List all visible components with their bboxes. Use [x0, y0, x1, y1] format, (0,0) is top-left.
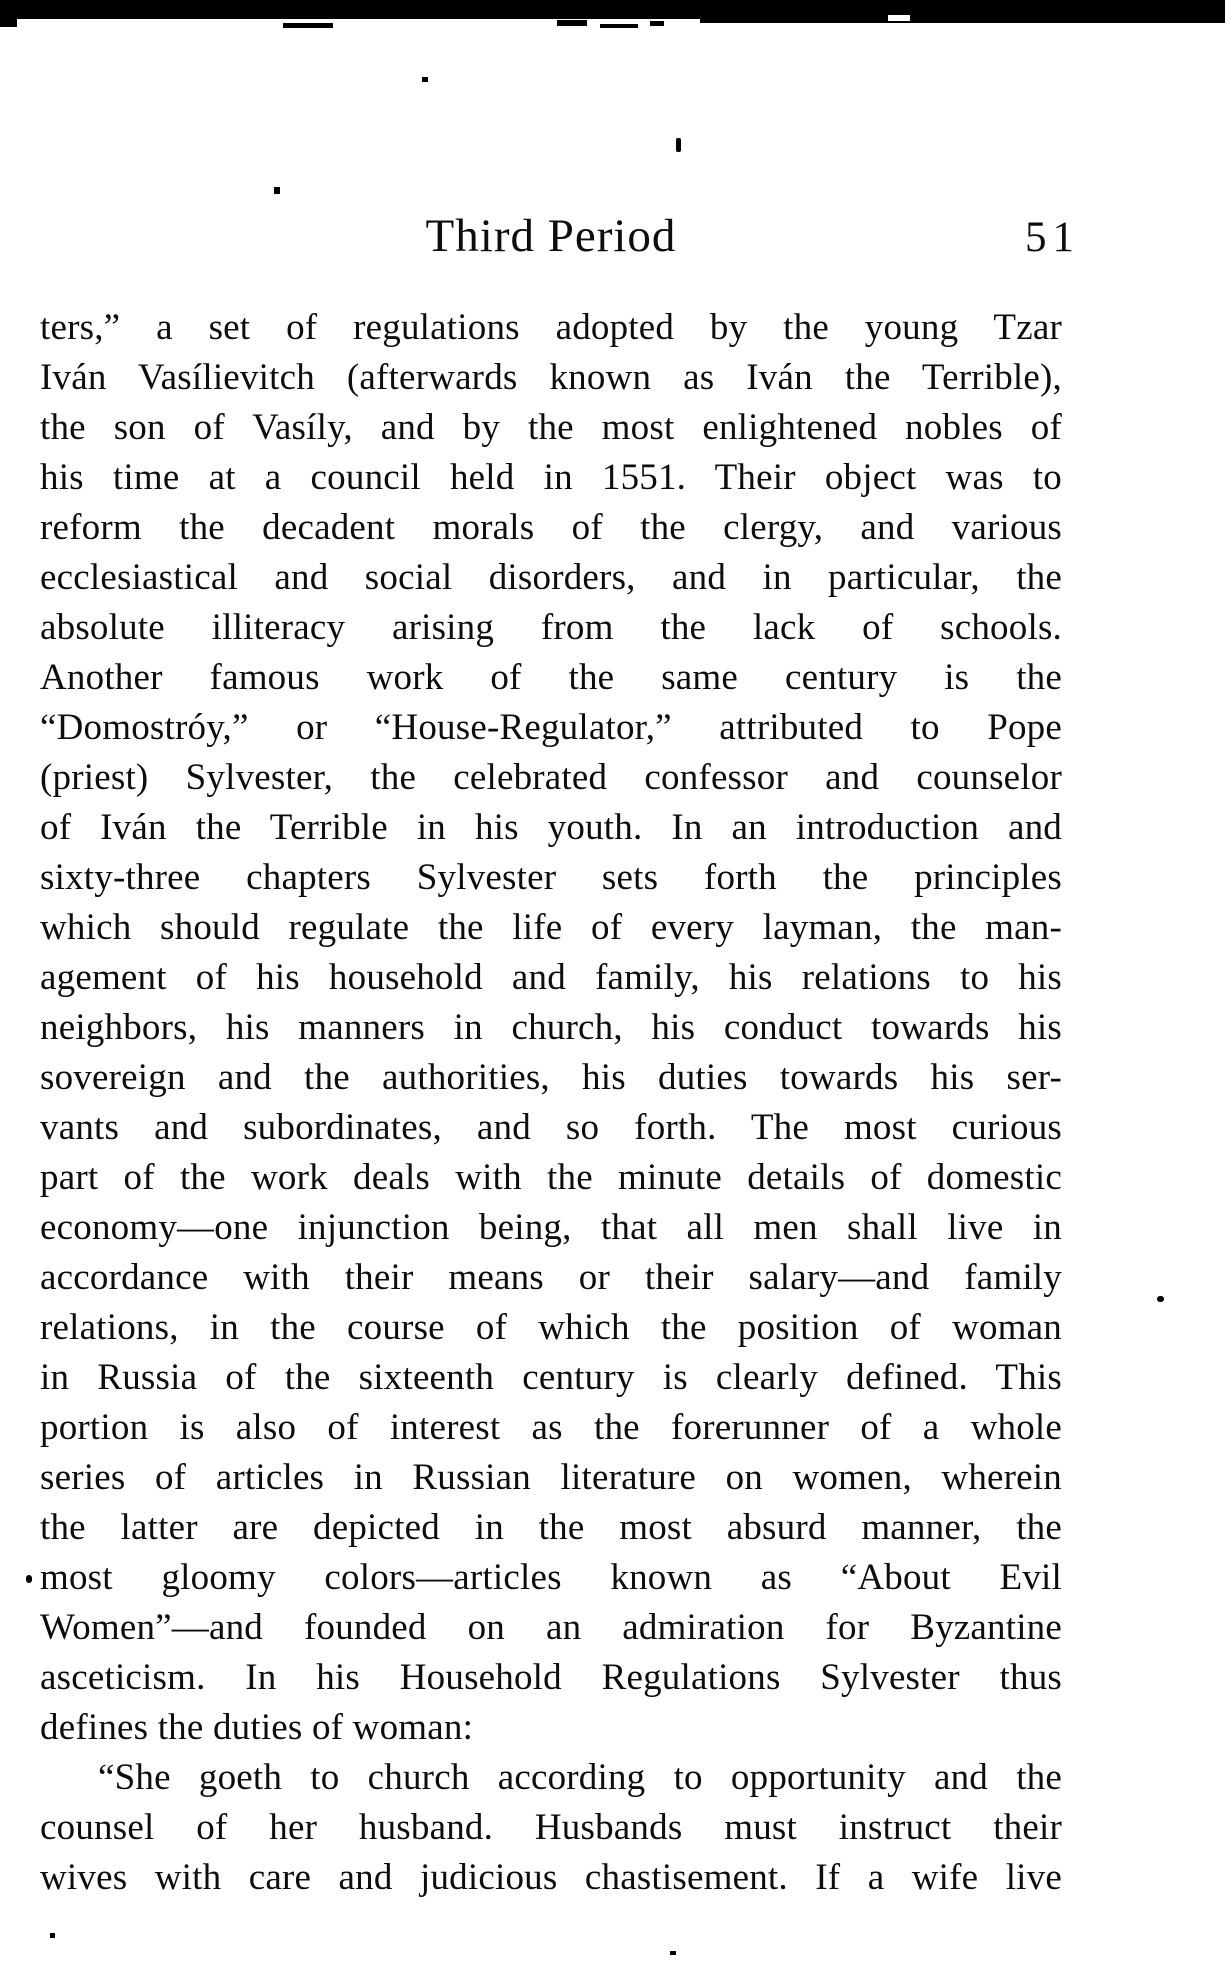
text-line: Another famous work of the same century is the [40, 657, 1062, 698]
text-line: counsel of her husband. Husbands must instruct their [40, 1807, 1062, 1848]
page-body-text [40, 303, 1062, 1903]
text-line: economy—one injunction being, that all men shall live in [40, 1207, 1062, 1248]
text-line: ecclesiastical and social disorders, and in particular, the [40, 557, 1062, 598]
text-line: his time at a council held in 1551. Their object was to [40, 457, 1062, 498]
text-line: series of articles in Russian literature on women, wherein [40, 1457, 1062, 1498]
text-line: sovereign and the authorities, his duties towards his ser- [40, 1057, 1062, 1098]
text-line: ters,” a set of regulations adopted by the young Tzar [40, 307, 1062, 348]
text-line: asceticism. In his Household Regulations Sylvester thus [40, 1657, 1062, 1698]
text-line: agement of his household and family, his relations to his [40, 957, 1062, 998]
text-line: accordance with their means or their salary—and family [40, 1257, 1062, 1298]
text-line: absolute illiteracy arising from the lack of schools. [40, 607, 1062, 648]
text-line: reform the decadent morals of the clergy, and various [40, 507, 1062, 548]
running-head [40, 208, 1080, 264]
text-line: most gloomy colors—articles known as “About Evil [40, 1557, 1062, 1598]
scan-speck [422, 77, 428, 82]
text-line: the latter are depicted in the most absurd manner, the [40, 1507, 1062, 1548]
text-line: vants and subordinates, and so forth. The most curious [40, 1107, 1062, 1148]
page-number: 51 [1025, 214, 1080, 261]
scan-dash-artifact [650, 21, 664, 26]
scan-edge-band-right [700, 0, 1225, 23]
text-line: (priest) Sylvester, the celebrated confessor and counselor [40, 757, 1062, 798]
text-line: sixty-three chapters Sylvester sets forth the principles [40, 857, 1062, 898]
text-line: part of the work deals with the minute details of domestic [40, 1157, 1062, 1198]
text-line: Women”—and founded on an admiration for Byzantine [40, 1607, 1062, 1648]
text-line: the son of Vasíly, and by the most enlightened nobles of [40, 407, 1062, 448]
text-line: “She goeth to church according to opportunity and the [98, 1757, 1062, 1798]
text-line: defines the duties of woman: [40, 1707, 474, 1748]
text-line: which should regulate the life of every layman, the man- [40, 907, 1062, 948]
scan-speck [676, 138, 681, 152]
text-line: wives with care and judicious chastisement. If a wife live [40, 1857, 1062, 1898]
text-line: Iván Vasílievitch (afterwards known as Iván the Terrible), [40, 357, 1062, 398]
text-line: “Domostróy,” or “House-Regulator,” attributed to Pope [40, 707, 1062, 748]
chapter-title: Third Period [425, 210, 677, 262]
scan-dash-artifact [283, 23, 333, 28]
scan-speck [50, 1933, 55, 1938]
scan-band-notch [888, 15, 910, 21]
scan-speck [274, 187, 280, 194]
scan-dash-artifact [600, 24, 638, 28]
text-line: of Iván the Terrible in his youth. In an introduction and [40, 807, 1062, 848]
scan-speck [26, 1575, 32, 1583]
scan-speck [1157, 1296, 1164, 1302]
text-line: relations, in the course of which the position of woman [40, 1307, 1062, 1348]
scan-edge-band-left [0, 0, 17, 27]
text-line: portion is also of interest as the forerunner of a whole [40, 1407, 1062, 1448]
text-line: in Russia of the sixteenth century is clearly defined. This [40, 1357, 1062, 1398]
scan-dash-artifact [557, 20, 587, 26]
scan-speck [670, 1951, 676, 1955]
text-line: neighbors, his manners in church, his conduct towards his [40, 1007, 1062, 1048]
